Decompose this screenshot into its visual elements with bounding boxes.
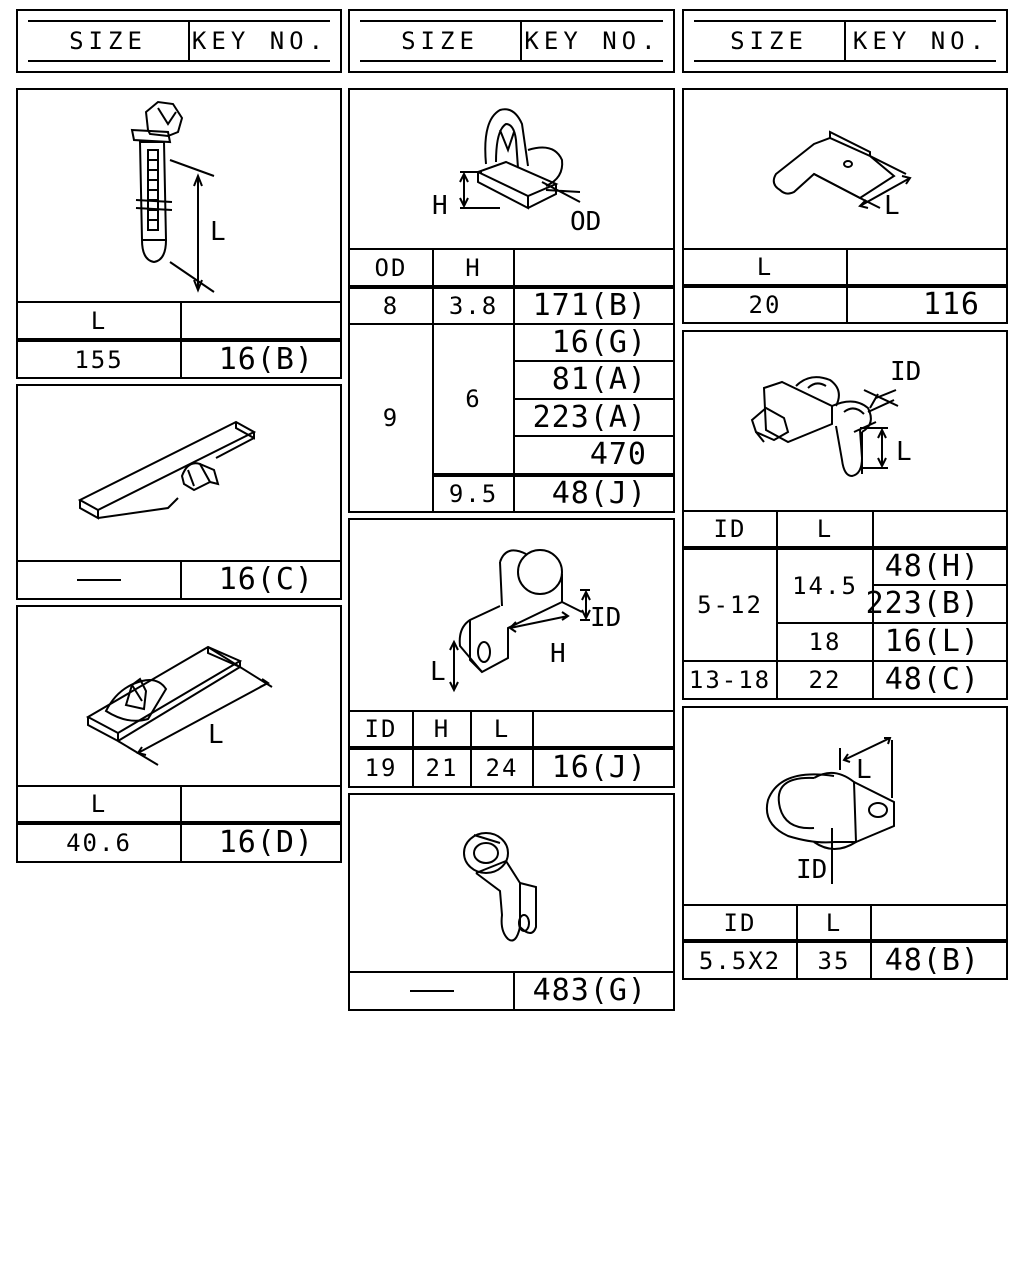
tie-col-key	[180, 301, 340, 338]
tie-key: 16(B)	[180, 338, 340, 377]
double-clip-drawing	[684, 332, 1006, 512]
header-size-label: SIZE	[401, 27, 479, 55]
push-clip-row2-od: 9	[350, 323, 432, 511]
oval-clamp-col-key	[870, 904, 1006, 939]
double-clip-g2-l: 22	[776, 660, 872, 698]
oval-clamp-key: 48(B)	[870, 939, 1006, 978]
header-key-label: KEY NO.	[852, 27, 990, 55]
strip-with-clip-drawing	[18, 607, 340, 789]
double-clip-col-key	[872, 510, 1006, 546]
double-clip-g1-key-2: 223(B)	[872, 584, 1006, 622]
bracket-clip-drawing	[350, 795, 673, 973]
part-flat-strip	[16, 384, 342, 600]
double-clip-g1-key-1: 48(H)	[872, 546, 1006, 584]
bracket-clip-size-dash	[350, 971, 513, 1009]
oval-clamp-col-id: ID	[684, 904, 796, 939]
part-p-clamp	[348, 518, 675, 788]
header-right	[682, 9, 1008, 73]
p-clamp-col-l: L	[470, 710, 532, 746]
part-cable-tie	[16, 88, 342, 379]
double-clip-g2-key: 48(C)	[872, 660, 1006, 698]
oval-clamp-icon	[684, 708, 1006, 904]
part-oval-clamp	[682, 706, 1008, 980]
p-clamp-h: 21	[412, 746, 470, 786]
header-size-label: SIZE	[69, 27, 147, 55]
oval-clamp-id: 5.5X2	[684, 939, 796, 978]
p-clamp-icon	[350, 520, 673, 712]
double-clip-icon	[684, 332, 1006, 512]
double-clip-g2-id: 13-18	[684, 660, 776, 698]
part-push-clip	[348, 88, 675, 513]
push-clip-col-h: H	[432, 248, 513, 285]
angle-bracket-col-key	[846, 248, 1006, 284]
flat-strip-icon	[18, 386, 340, 561]
push-clip-row1-key: 171(B)	[513, 285, 673, 323]
header-key-label: KEY NO.	[524, 27, 661, 55]
p-clamp-id: 19	[350, 746, 412, 786]
double-clip-dim-l: L	[896, 437, 912, 467]
p-clamp-l: 24	[470, 746, 532, 786]
flat-strip-size-dash	[18, 560, 180, 598]
p-clamp-dim-id: ID	[590, 603, 622, 633]
angle-bracket-drawing	[684, 90, 1006, 248]
header-middle	[348, 9, 675, 73]
push-clip-icon	[350, 90, 673, 248]
tie-col-l: L	[18, 301, 180, 338]
push-clip-row3-h: 9.5	[432, 473, 513, 511]
push-clip-row2-h: 6	[432, 323, 513, 473]
oval-clamp-dim-id: ID	[796, 855, 828, 885]
push-clip-col-od: OD	[350, 248, 432, 285]
double-clip-col-l: L	[776, 510, 872, 546]
tie-dim-label: L	[210, 217, 226, 247]
push-clip-row2-key-3: 223(A)	[513, 398, 673, 435]
double-clip-col-id: ID	[684, 510, 776, 546]
angle-bracket-icon	[684, 90, 1006, 248]
angle-bracket-key: 116	[846, 284, 1006, 322]
push-clip-row2-key-1: 16(G)	[513, 323, 673, 360]
push-clip-row3-key: 48(J)	[513, 473, 673, 511]
part-angle-bracket	[682, 88, 1008, 324]
double-clip-dim-id: ID	[890, 357, 922, 387]
cable-tie-drawing	[18, 90, 340, 303]
double-clip-g1-l2: 18	[776, 622, 872, 660]
angle-bracket-dim-label: L	[884, 191, 900, 221]
oval-clamp-l: 35	[796, 939, 870, 978]
double-clip-g1-id: 5-12	[684, 546, 776, 660]
header-size-label: SIZE	[730, 27, 808, 55]
push-clip-row1-od: 8	[350, 285, 432, 323]
p-clamp-drawing	[350, 520, 673, 712]
part-strip-with-clip	[16, 605, 342, 863]
strip-clip-l-value: 40.6	[18, 821, 180, 861]
oval-clamp-drawing	[684, 708, 1006, 904]
oval-clamp-dim-l: L	[856, 755, 872, 785]
bracket-clip-icon	[350, 795, 673, 973]
p-clamp-col-h: H	[412, 710, 470, 746]
push-clip-row1-h: 3.8	[432, 285, 513, 323]
push-clip-row2-key-2: 81(A)	[513, 360, 673, 398]
strip-with-clip-icon	[18, 607, 340, 789]
oval-clamp-col-l: L	[796, 904, 870, 939]
push-clip-drawing	[350, 90, 673, 248]
double-clip-g1-key-3: 16(L)	[872, 622, 1006, 660]
p-clamp-col-id: ID	[350, 710, 412, 746]
flat-strip-key: 16(C)	[180, 560, 340, 598]
p-clamp-dim-h: H	[550, 639, 566, 669]
tie-l-value: 155	[18, 338, 180, 377]
push-clip-dim-od: OD	[570, 207, 602, 237]
part-double-clip	[682, 330, 1008, 700]
header-left	[16, 9, 342, 73]
angle-bracket-l-value: 20	[684, 284, 846, 322]
push-clip-col-key	[513, 248, 673, 285]
p-clamp-col-key	[532, 710, 673, 746]
p-clamp-dim-l: L	[430, 657, 446, 687]
flat-strip-drawing	[18, 386, 340, 561]
strip-clip-col-key	[180, 785, 340, 821]
double-clip-g1-l1: 14.5	[776, 546, 872, 622]
strip-clip-dim-label: L	[208, 720, 224, 750]
part-bracket-clip	[348, 793, 675, 1011]
push-clip-row2-key-4: 470	[513, 435, 673, 473]
angle-bracket-col-l: L	[684, 248, 846, 284]
bracket-clip-key: 483(G)	[513, 971, 673, 1009]
push-clip-dim-h: H	[432, 191, 448, 221]
cable-tie-icon	[18, 90, 340, 303]
header-key-label: KEY NO.	[191, 27, 329, 55]
strip-clip-key: 16(D)	[180, 821, 340, 861]
p-clamp-key: 16(J)	[532, 746, 673, 786]
strip-clip-col-l: L	[18, 785, 180, 821]
